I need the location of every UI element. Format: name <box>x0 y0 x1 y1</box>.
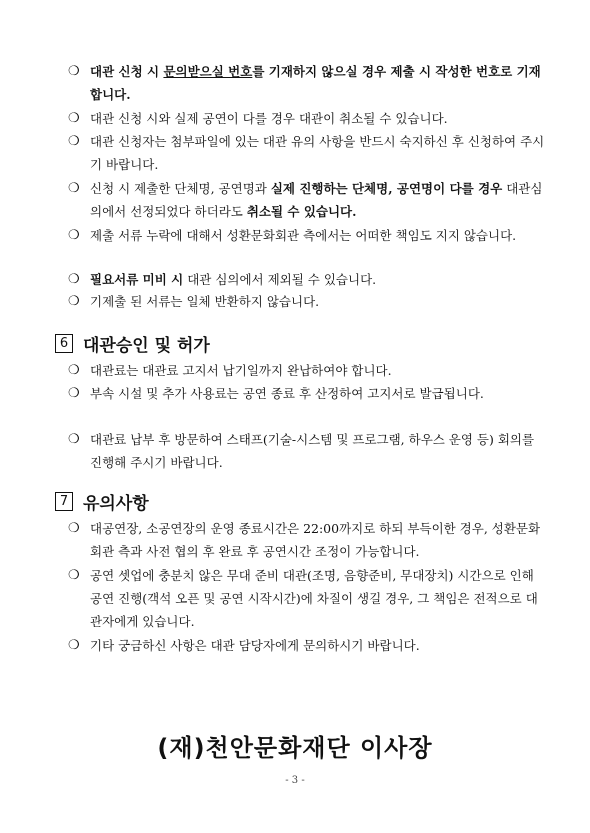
text-run: 문의받으실 번호 <box>163 64 253 79</box>
text-run: 제출 서류 누락에 대해서 성환문화회관 측에서는 어떠한 책임도 지지 않습니다. <box>90 228 517 243</box>
text-run: 부속 시설 및 추가 사용료는 공연 종료 후 산정하여 고지서로 발급됩니다. <box>90 386 484 401</box>
list-item-text <box>68 564 548 633</box>
bullet-icon: ❍ <box>68 272 80 287</box>
section-number: 7 <box>55 492 73 511</box>
section-6-heading <box>55 331 210 356</box>
text-run: 실제 진행하는 단체명, 공연명이 다를 경우 <box>270 181 503 196</box>
list-item <box>68 517 548 563</box>
list-item-text <box>68 224 548 247</box>
text-run: 필요서류 미비 시 <box>90 272 184 287</box>
list-item <box>68 224 548 247</box>
text-run: 대관 신청자는 첨부파일에 있는 대관 유의 사항을 반드시 숙지하신 후 신청하여 주시기 바랍니다. <box>90 134 545 172</box>
text-run: 대관 신청 시와 실제 공연이 다를 경우 대관이 취소될 수 있습니다. <box>90 111 448 126</box>
section-7-heading <box>55 489 149 514</box>
text-run: 취소될 수 있습니다. <box>246 204 357 219</box>
list-item <box>68 107 548 130</box>
section-title: 유의사항 <box>83 494 149 514</box>
bullet-icon: ❍ <box>68 294 80 309</box>
text-run: 대관료는 대관료 고지서 납기일까지 완납하여야 합니다. <box>90 363 392 378</box>
bullet-icon: ❍ <box>68 111 80 126</box>
bullet-icon: ❍ <box>68 521 80 536</box>
list-item <box>68 359 548 382</box>
text-run: 를 기재하지 않으실 경우 제출 시 작성한 번호로 기재합니다. <box>90 64 541 102</box>
section-number: 6 <box>55 334 73 353</box>
page-number: - 3 - <box>285 775 305 786</box>
list-item-text <box>68 107 548 130</box>
text-run: 대관료 납부 후 방문하여 스태프(기술-시스템 및 프로그램, 하우스 운영 등) 회의를 진행해 주시기 바랍니다. <box>90 432 535 470</box>
list-item-text <box>68 517 548 563</box>
list-item-text <box>68 382 548 405</box>
list-item-text <box>68 130 548 176</box>
bullet-icon: ❍ <box>68 228 80 243</box>
list-item-text <box>68 290 548 313</box>
list-item-text <box>68 177 548 223</box>
text-run: 신청 시 제출한 단체명, 공연명과 <box>90 181 271 196</box>
signature: (재)천안문화재단 이사장 <box>157 734 433 762</box>
list-item <box>68 177 548 223</box>
bullet-icon: ❍ <box>68 386 80 401</box>
list-item-text <box>68 268 548 291</box>
text-run: 공연 셋업에 충분치 않은 무대 준비 대관(조명, 음향준비, 무대장치) 시간으로 인해 공연 진행(객석 오픈 및 공연 시작시간)에 차질이 생길 경우, 그 책임은 전적으로 대관자에게 있습니다. <box>90 568 538 629</box>
list-item-text <box>68 60 548 106</box>
bullet-icon: ❍ <box>68 568 80 583</box>
bullet-icon: ❍ <box>68 363 80 378</box>
list-item <box>68 634 548 657</box>
bullet-icon: ❍ <box>68 638 80 653</box>
bullet-icon: ❍ <box>68 181 80 196</box>
section-title: 대관승인 및 허가 <box>83 336 210 356</box>
list-item <box>68 290 548 313</box>
list-item-text <box>68 634 548 657</box>
text-run: 대공연장, 소공연장의 운영 종료시간은 22:00까지로 하되 부득이한 경우, 성환문화회관 측과 사전 협의 후 완료 후 공연시간 조정이 가능합니다. <box>90 521 541 559</box>
list-item <box>68 564 548 633</box>
list-item <box>68 130 548 176</box>
text-run: 대관심의에서 선정되었다 하더라도 <box>90 181 543 219</box>
list-item <box>68 382 548 405</box>
list-item-text <box>68 428 548 474</box>
list-item-text <box>68 359 548 382</box>
text-run: 대관 신청 시 <box>90 64 164 79</box>
list-item <box>68 428 548 474</box>
list-item <box>68 268 548 291</box>
list-item <box>68 60 548 106</box>
bullet-icon: ❍ <box>68 432 80 447</box>
bullet-icon: ❍ <box>68 64 80 79</box>
bullet-icon: ❍ <box>68 134 80 149</box>
text-run: 기제출 된 서류는 일체 반환하지 않습니다. <box>90 294 320 309</box>
text-run: 대관 심의에서 제외될 수 있습니다. <box>183 272 377 287</box>
text-run: 기타 궁금하신 사항은 대관 담당자에게 문의하시기 바랍니다. <box>90 638 420 653</box>
